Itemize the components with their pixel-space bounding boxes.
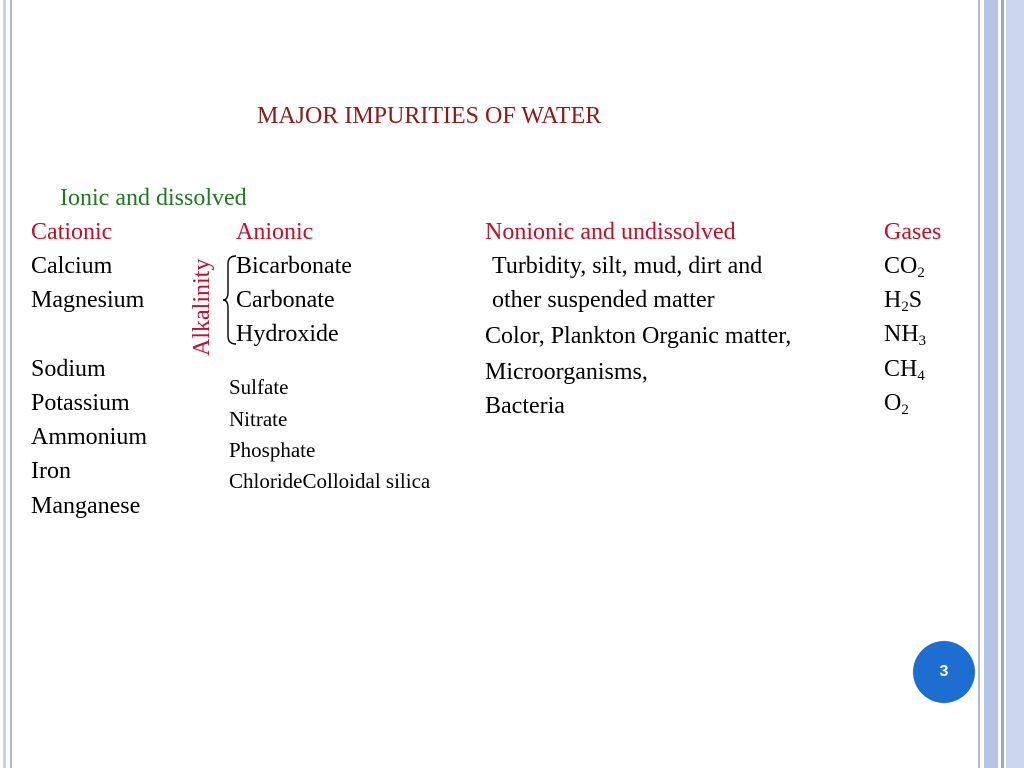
- anionic-item-nitrate: Nitrate: [229, 407, 288, 431]
- gas-ch4: $CH_4$: [884, 356, 925, 385]
- anionic-item-sulfate: Sulfate: [229, 375, 289, 399]
- cationic-item-potassium: Potassium: [31, 390, 130, 416]
- nonionic-line-1: Turbidity, silt, mud, dirt and: [492, 253, 763, 279]
- cationic-item-calcium: Calcium: [31, 253, 113, 279]
- anionic-item-phosphate: Phosphate: [229, 438, 316, 462]
- cationic-item-sodium: Sodium: [31, 356, 106, 382]
- cationic-heading: Cationic: [31, 219, 113, 245]
- right-border-band: [984, 0, 998, 768]
- page-number: 3: [939, 663, 949, 680]
- right-border-outer: [1006, 0, 1024, 768]
- anionic-item-carbonate: Carbonate: [236, 287, 335, 313]
- anionic-item-bicarbonate: Bicarbonate: [236, 253, 352, 279]
- cationic-item-manganese: Manganese: [31, 493, 141, 519]
- gas-nh3: $NH_3$: [884, 321, 927, 350]
- right-border-thin: [978, 0, 980, 768]
- alkalinity-label: Alkalinity: [189, 258, 215, 356]
- nonionic-line-2: other suspended matter: [492, 287, 715, 313]
- gas-o2: $O_2$: [884, 390, 909, 419]
- right-border-line: [1001, 0, 1004, 768]
- cationic-item-iron: Iron: [31, 458, 71, 484]
- anionic-item-chloride-colloidal-silica: ChlorideColloidal silica: [229, 469, 431, 493]
- left-border-inner: [3, 0, 6, 768]
- ionic-header: Ionic and dissolved: [60, 185, 247, 211]
- gas-co2: $CO_2$: [884, 253, 925, 282]
- anionic-heading: Anionic: [236, 219, 314, 245]
- cationic-item-ammonium: Ammonium: [31, 424, 148, 450]
- left-border: [0, 0, 12, 768]
- cationic-item-magnesium: Magnesium: [31, 287, 145, 313]
- nonionic-line-4: Microorganisms,: [485, 359, 648, 385]
- gases-heading: Gases: [884, 219, 942, 245]
- nonionic-line-3: Color, Plankton Organic matter,: [485, 323, 792, 349]
- anionic-item-hydroxide: Hydroxide: [236, 321, 339, 347]
- slide-title: MAJOR IMPURITIES OF WATER: [257, 103, 602, 129]
- gas-h2s: $H_2S$: [884, 287, 923, 316]
- page-number-badge: [913, 641, 975, 703]
- nonionic-line-5: Bacteria: [485, 393, 565, 419]
- nonionic-heading: Nonionic and undissolved: [485, 219, 736, 245]
